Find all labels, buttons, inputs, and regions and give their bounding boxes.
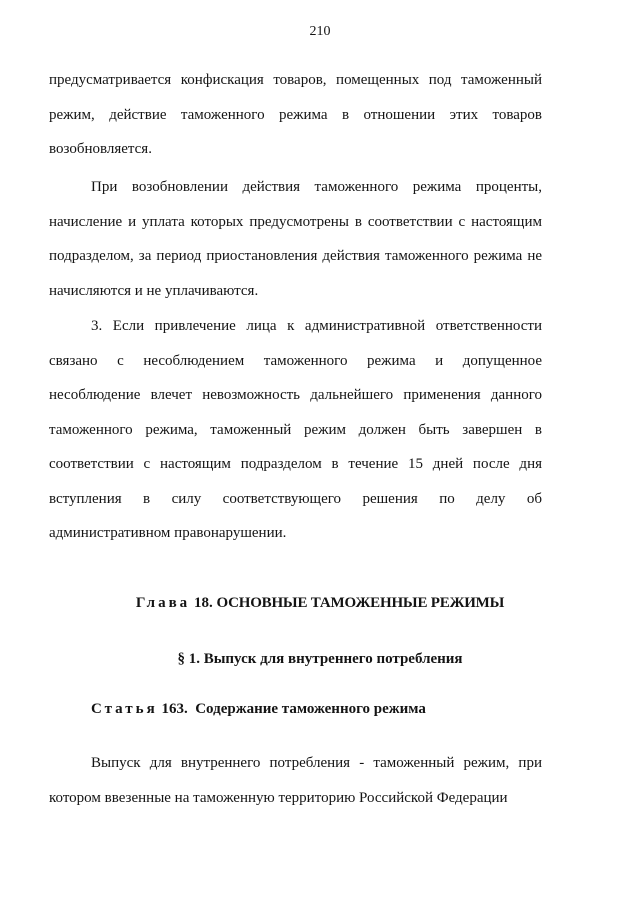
page-number: 210 [309,24,331,39]
section-label: § 1. [177,651,200,667]
paragraph-resumption [49,170,542,308]
section-title: Выпуск для внутреннего потребления [203,651,463,667]
article-number: 163. [161,701,188,717]
paragraph-text: При возобновлении действия таможенного режима проценты, начисление и уплата которых предусмотрены в соответствии с настоящим подразделом, за период приостановления действия таможенного режима не начисляются и не уплачиваются. [49,179,542,299]
article-title: Содержание таможенного режима [195,701,426,717]
paragraph-item-3 [49,309,542,551]
paragraph-text: 3. Если привлечение лица к административной ответственности связано с несоблюдением таможенного режима и допущенное несоблюдение влечет невозможность дальнейшего применения данного таможенного режима, таможенный режим должен быть завершен в соответствии с настоящим подразделом в течение 15 дней после дня вступления в силу соответствующего решения по делу об административном правонарушении. [49,318,542,541]
paragraph-text: предусматривается конфискация товаров, помещенных под таможенный режим, действие таможенного режима в отношении этих товаров возобновляется. [49,72,542,157]
article-label: Статья [91,701,158,717]
chapter-heading [0,594,640,612]
paragraph-continuation [49,63,542,167]
section-heading [0,650,640,668]
article-heading [91,700,426,718]
chapter-title: ОСНОВНЫЕ ТАМОЖЕННЫЕ РЕЖИМЫ [216,595,505,611]
paragraph-text: Выпуск для внутреннего потребления - таможенный режим, при котором ввезенные на таможенную территорию Российской Федерации [49,755,542,806]
chapter-label: Глава [135,595,191,611]
chapter-number: 18. [193,595,213,611]
article-paragraph [49,746,542,815]
